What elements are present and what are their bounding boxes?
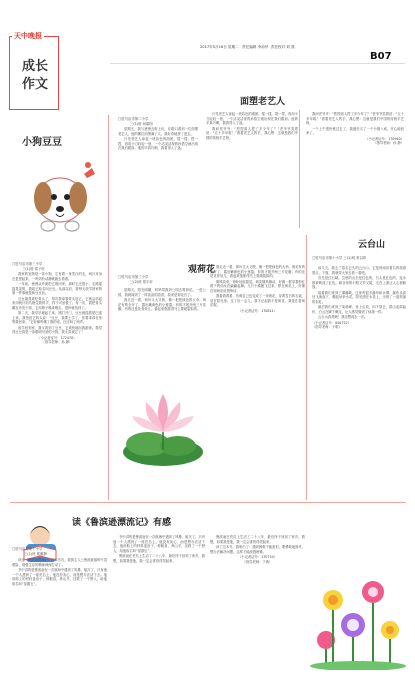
luxun-para-3: 鲁滨逊在荒岛上生活了二十八年，最后终于回到了家乡。我想，如果我是他，我一定会害怕得哭起来。	[113, 554, 205, 563]
sculpture-press-card: （小记者证号：170940）	[365, 136, 404, 141]
luxun-press-card: （小记者证号：170734）	[238, 554, 277, 559]
yuntaishan-press-card: （小记者证号：050752）	[312, 320, 351, 325]
guanhehua-para-1: 星期天，阳光明媚，妈妈带我到公园去观荷花。一进公园，我就闻到了一阵淡淡的清香，原来是荷花开了。	[118, 288, 206, 297]
yuntaishan-para-3: 接着我们来到了潭瀑峡，这里有很多瀑布和水潭，瀑布从高处飞流直下，溅起朵朵水花，阳光照在水花上，出现了一道美丽的彩虹。	[312, 290, 406, 304]
yuntaishan-para-1: 前几天，我去了慕名已久的云台山，它是河南省著名的旅游景点，下面，我就带大家去看一看吧。	[312, 266, 406, 275]
flowers-illustration	[308, 570, 408, 670]
yuntaishan-byline-school: □驻马店市第十小学	[312, 256, 343, 260]
sculpture-byline-school: □驻马店市第二小学	[118, 117, 149, 121]
sculpture-para-2: 只见老艺人拿起一块彩色的面团，揉一揉，捏一捏，再用小刀轻轻一划，一个活灵活现的孙悟空就出现在我们眼前。他的手真巧啊，我看得入了迷。	[118, 136, 198, 151]
dog-para-3: 豆豆最喜欢吃骨头了，每次我拿着骨头逗它，它就会站起来用两只前爪抱住我的手，样子可爱极了。有一次，我把骨头藏在沙发下面，它用鼻子嗅来嗅去，很快就找到了。	[12, 296, 102, 310]
proofreader-credit: 责任校对 刘 燕	[270, 45, 295, 49]
guanhehua-byline-author: 三(2)班 郑宇轩	[130, 279, 153, 284]
middle-column-rule	[306, 235, 307, 500]
section-title-line1: 成长	[22, 59, 49, 74]
sculpture-body-col1	[118, 127, 198, 173]
masthead-paper-name	[12, 31, 44, 41]
luxun-body-col2	[113, 535, 205, 670]
yuntaishan-byline-line	[312, 256, 407, 261]
sculpture-body-col2	[206, 112, 298, 228]
luxun-byline-school: □驻马店市第十小学	[12, 547, 43, 551]
page-number: B07	[370, 51, 392, 62]
sculpture-advisor: （指导老师：孙 静）	[373, 141, 404, 146]
sculpture-para-2b: 只见老艺人拿起一块彩色的面团，揉一揉，捏一捏，再用小刀轻轻一划，一个活灵活现的孙悟空就出现在我们眼前。他的手真巧啊，我看得入了迷。	[206, 112, 298, 126]
dog-byline-author: 三(1)班 郑子旺	[22, 266, 45, 271]
yuntaishan-byline-author: 三(1)班 常以印	[343, 256, 367, 260]
yuntaishan-body	[312, 266, 406, 478]
dog-illustration	[20, 152, 100, 237]
section-title-line2: 作文	[22, 77, 49, 92]
yuntaishan-title: 云台山	[358, 240, 386, 250]
guanhehua-para-4: 我看着看着，仿佛自己也变成了一朵荷花，穿着雪白的衣裳，站在阳光里。过了好一会儿，我才记起我不是荷花，我是在看荷花呢。	[210, 294, 305, 308]
sculpture-title: 面塑老艺人	[240, 97, 286, 107]
bottom-section-rule	[10, 502, 406, 503]
left-column-rule	[108, 115, 109, 500]
issue-date: 2017年5月16日 星期二	[200, 45, 239, 49]
dog-para-2: 一年前，爸爸从外面把它抱回家，那时它还很小，走路摇摇晃晃的，我给它取名叫豆豆。从那以后，我每天放学回家的第一件事就是和豆豆玩。	[12, 281, 102, 296]
masthead-section-title	[22, 58, 52, 94]
yuntaishan-para-5: 云台山真美啊！我还想再去一次。	[318, 315, 368, 320]
sculpture-para-4: 一个上午很快就过去了，我最后买了一个小猪八戒，开心地回家了。	[306, 126, 404, 136]
sculpture-para-3b: 我问老爷爷：“您捏面人捏了多少年了？”老爷爷笑着说：“五十多年啦！”看着老艺人的手，我心想：这就是我们中国的传统手艺呀。	[306, 112, 404, 126]
sculpture-frame-right	[299, 110, 300, 228]
guanhehua-para-3: 微风吹来，荷叶轻轻摇晃，荷花随风舞动，好像一群穿着粉红裙子的仙女在翩翩起舞。几只小蜻蜓飞过来，停在荷花上，好像在和荷花说悄悄话。	[210, 279, 305, 293]
luxun-para-1: 读完《鲁滨逊漂流记》这本书后，我被主人公鲁滨逊那种不畏艰险、顽强生存的精神深深打动了。	[12, 558, 107, 567]
dog-para-5: 放学回到家，我又看到了豆豆，它欢快地向我跑来。我觉得豆豆真是一条聪明可爱的小狗，我太喜欢它了！	[12, 325, 102, 335]
luxun-para-2b: 书中讲的是鲁滨逊在一次航海中遇到了风暴，船沉了，只有他一个人漂到了一座荒岛上。他没有灰心，而是想办法活下去。他用船上的材料盖房子，种粮食，养山羊，还救了一个野人，给他取名叫“星期五”。	[113, 535, 205, 553]
luxun-body-col1	[12, 558, 107, 670]
sculpture-byline-author: 三(1)班 何昭阳	[130, 121, 153, 126]
dog-byline	[12, 262, 102, 271]
dog-para-1: 我家的宠物是一条小狗，它有着一身雪白的毛，两只耳朵总是竖起来，一听到有动静就跑去看看。	[12, 272, 102, 281]
sculpture-para-1: 星期天，我与爸爸去街上玩，在路口看到一位面塑老艺人，他的摊位前围满了人，我好奇地挤了进去。	[118, 127, 198, 136]
yuntaishan-byline	[312, 256, 407, 261]
luxun-para-2: 书中讲的是鲁滨逊在一次航海中遇到了风暴，船沉了，只有他一个人漂到了一座荒岛上。他没有灰心，而是想办法活下去。他用船上的材料盖房子，种粮食，养山羊，还救了一个野人，给他取名叫“星期五”。	[12, 567, 107, 586]
luxun-advisor: （指导老师：于黄）	[242, 559, 273, 564]
yuntaishan-para-2: 首先是红石峡。这里的山全是红色的，石头是红色的，连水都被映成了红色。峡谷里的小路又窄又陡，走在上面让人心惊胆战。	[312, 275, 406, 290]
dog-press-card: （小记者证号：172470）	[37, 335, 77, 340]
luxun-body-col3	[210, 535, 305, 670]
dog-advisor: （指导老师：孙 静）	[41, 340, 73, 345]
luxun-title: 读《鲁滨逊漂流记》有感	[72, 518, 172, 528]
guanhehua-body-col1	[118, 288, 206, 368]
sculpture-body-col3	[306, 112, 404, 204]
header-rule	[110, 63, 405, 64]
guanhehua-para-2: 我走近一看，荷叶又大又圆，像一把把绿色的大伞。荷花有的全开了，露出嫩黄色的小莲蓬；有的才展开两三片花瓣；有的还是花骨朵儿，看起来饱胀得马上要破裂似的。	[118, 297, 206, 312]
dog-body	[12, 272, 102, 492]
luxun-para-3b: 鲁滨逊在荒岛上生活了二十八年，最后终于回到了家乡。我想，如果我是他，我一定会害怕得哭起来。	[210, 535, 305, 544]
dog-byline-school: □驻马店市第三小学	[12, 262, 43, 266]
editor-credit: 责任编辑 李前华	[242, 45, 269, 49]
yuntaishan-para-4: 最后我们来到了茱萸峰，登上山顶，向下望去，群山连绵起伏，白云在脚下飘过，让人感觉像到了仙境一样。	[312, 305, 406, 314]
luxun-byline-author: 三(1)班 郭雅静	[24, 551, 47, 556]
header-info-line	[200, 45, 295, 50]
guanhehua-title: 观荷花	[188, 265, 216, 275]
guanhehua-byline	[118, 275, 218, 284]
dog-para-4: 第二天，我早早地起了床，刚打开门，豆豆就摇着尾巴迎上来。我拍拍它的头说：“豆豆，我要上学了，你要乖乖在家等我回来。”它好像听懂了我的话，汪汪叫了两声。	[12, 311, 102, 325]
guanhehua-press-card: （小记者证号：170811）	[238, 308, 277, 313]
sculpture-byline	[118, 117, 218, 126]
paper-name-text: 天中晚报	[14, 32, 42, 40]
lotus-illustration	[118, 372, 208, 472]
guanhehua-body-col2	[210, 265, 305, 445]
sculpture-para-3: 我问老爷爷：“您捏面人捏了多少年了？”老爷爷笑着说：“五十多年啦！”看着老艺人的手，我心想：这就是我们中国的传统手艺呀。	[206, 126, 298, 140]
luxun-byline	[12, 547, 107, 556]
dog-title: 小狗豆豆	[22, 137, 62, 148]
yuntaishan-advisor: （指导老师：于明）	[312, 325, 342, 330]
luxun-para-4: 读了这本书，我明白了：遇到困难不能害怕，要勇敢地面对，想办法解决问题，这样才能战胜困难。	[210, 544, 305, 554]
guanhehua-para-2b: 我走近一看，荷叶又大又圆，像一把把绿色的大伞。荷花有的全开了，露出嫩黄色的小莲蓬；有的才展开两三片花瓣；有的还是花骨朵儿，看起来饱胀得马上要破裂似的。	[210, 265, 305, 279]
guanhehua-byline-school: □驻马店市第三小学	[118, 275, 149, 279]
